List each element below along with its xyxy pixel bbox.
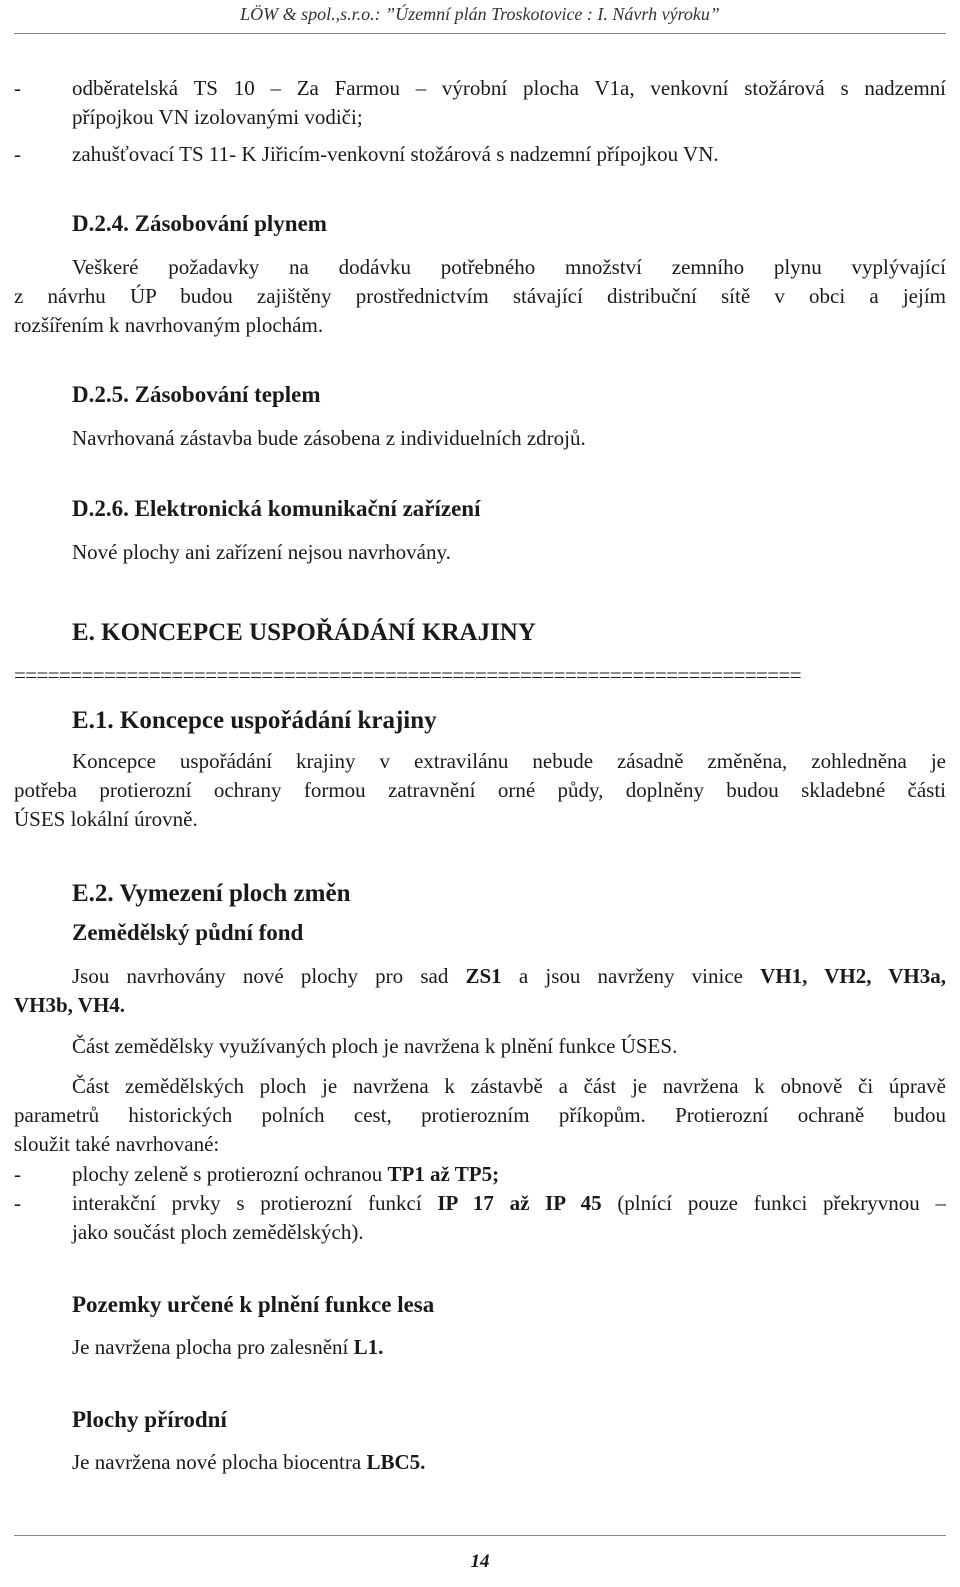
list-text-line: jako součást ploch zemědělských).: [72, 1220, 364, 1244]
section-heading: E.1. Koncepce uspořádání krajiny: [72, 707, 437, 734]
code-span: LBC5.: [366, 1450, 426, 1474]
paragraph-line: [14, 962, 946, 991]
list-text-line: odběratelská TS 10 – Za Farmou – výrobní plocha V1a, venkovní stožárová s nadzemní: [72, 76, 946, 100]
code-span: L1.: [353, 1335, 384, 1359]
page-header: LÖW & spol.,s.r.o.: ”Územní plán Troskotovice : I. Návrh výroku”: [240, 4, 720, 24]
text-span: Jsou navrhovány nové plochy pro sad: [72, 964, 466, 988]
page-number: 14: [470, 1551, 490, 1572]
paragraph-line: z návrhu ÚP budou zajištěny prostřednictvím stávající distribuční sítě v obci a jejím: [14, 284, 946, 308]
code-span: IP 17 až IP 45: [437, 1191, 602, 1215]
paragraph-line: VH3b, VH4.: [14, 993, 126, 1017]
code-span: ZS1: [465, 964, 502, 988]
paragraph-line: potřeba protierozní ochrany formou zatravnění orné půdy, doplněny budou skladebné části: [14, 778, 946, 802]
paragraph: Část zemědělsky využívaných ploch je navržena k plnění funkce ÚSES.: [72, 1034, 678, 1058]
header-rule: [14, 33, 946, 34]
text-span: a jsou navrženy vinice: [501, 964, 761, 988]
paragraph: [14, 1333, 946, 1362]
paragraph: [14, 1448, 946, 1477]
paragraph-line: parametrů historických polních cest, protierozním příkopům. Protierozní ochraně budou: [14, 1103, 946, 1127]
list-text: [72, 1160, 946, 1189]
list-dash: -: [14, 76, 21, 100]
text-span: Je navržena plocha pro zalesnění: [72, 1335, 354, 1359]
text-span: (plnící pouze funkci překryvnou –: [601, 1191, 946, 1215]
list-dash: -: [14, 1191, 21, 1215]
text-span: Je navržena nové plocha biocentra: [72, 1450, 367, 1474]
paragraph-line: Koncepce uspořádání krajiny v extravilánu nebude zásadně změněna, zohledněna je: [72, 749, 946, 773]
paragraph-line: Část zemědělských ploch je navržena k zástavbě a část je navržena k obnově či úpravě: [72, 1074, 946, 1098]
separator-line: ======================================================================: [14, 663, 802, 687]
list-dash: -: [14, 142, 21, 166]
text-span: interakční prvky s protierozní funkcí: [72, 1191, 438, 1215]
subsection-heading: Zemědělský půdní fond: [72, 920, 304, 945]
list-text-line: [72, 1189, 946, 1218]
paragraph: Nové plochy ani zařízení nejsou navrhovány.: [72, 540, 451, 564]
paragraph-line: ÚSES lokální úrovně.: [14, 807, 198, 831]
footer-rule: [14, 1535, 946, 1536]
chapter-heading: E. KONCEPCE USPOŘÁDÁNÍ KRAJINY: [72, 619, 536, 646]
text-span: plochy zeleně s protierozní ochranou: [72, 1162, 388, 1186]
subsection-heading: Plochy přírodní: [72, 1407, 227, 1432]
list-text-line: přípojkou VN izolovanými vodiči;: [72, 105, 363, 129]
subsection-heading: Pozemky určené k plnění funkce lesa: [72, 1292, 435, 1317]
list-dash: -: [14, 1162, 21, 1186]
paragraph-line: rozšířením k navrhovaným plochám.: [14, 313, 324, 337]
section-heading: D.2.4. Zásobování plynem: [72, 211, 327, 236]
code-span: VH1, VH2, VH3a,: [760, 964, 946, 988]
paragraph: Navrhovaná zástavba bude zásobena z individuelních zdrojů.: [72, 426, 586, 450]
section-heading: D.2.5. Zásobování teplem: [72, 382, 321, 407]
list-text: zahušťovací TS 11- K Jiřicím-venkovní stožárová s nadzemní přípojkou VN.: [72, 142, 719, 166]
list-text: [72, 74, 946, 132]
section-heading: D.2.6. Elektronická komunikační zařízení: [72, 496, 481, 521]
paragraph-line: Veškeré požadavky na dodávku potřebného množství zemního plynu vyplývající: [72, 255, 946, 279]
section-heading: E.2. Vymezení ploch změn: [72, 880, 351, 907]
paragraph-line: sloužit také navrhované:: [14, 1132, 220, 1156]
code-span: TP1 až TP5;: [387, 1162, 500, 1186]
list-text: [72, 1189, 946, 1247]
